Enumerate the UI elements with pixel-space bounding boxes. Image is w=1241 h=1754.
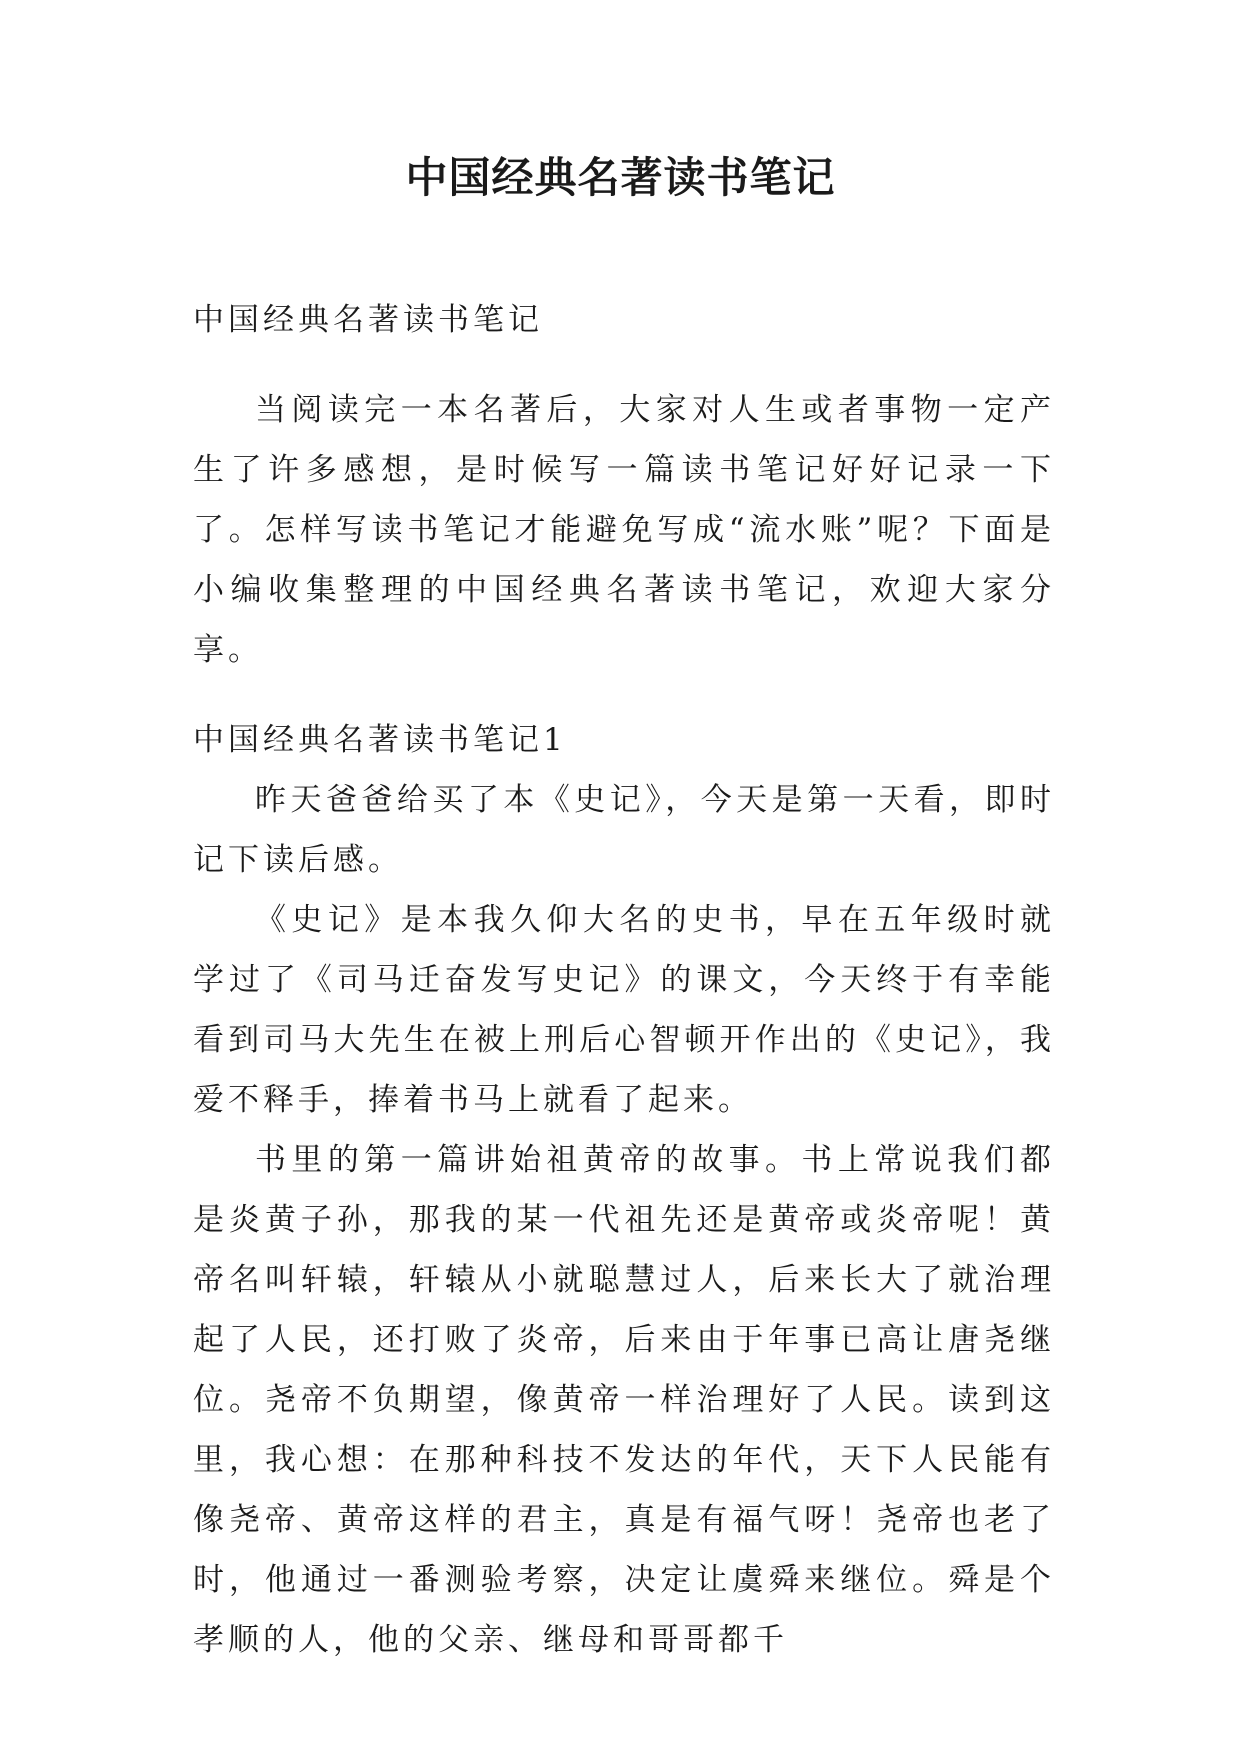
body-paragraph: 昨天爸爸给买了本《史记》，今天是第一天看，即时记下读后感。 (193, 782, 1055, 878)
document-body (193, 290, 1055, 1670)
section-heading: 中国经典名著读书笔记1 (193, 722, 567, 758)
document-title: 中国经典名著读书笔记 (405, 153, 836, 202)
body-paragraph: 《史记》是本我久仰大名的史书，早在五年级时就学过了《司马迁奋发写史记》的课文，今天终于有幸能看到司马大先生在被上刑后心智顿开作出的《史记》，我爱不释手，捧着书马上就看了起来。 (193, 902, 1055, 1118)
body-paragraph: 书里的第一篇讲始祖黄帝的故事。书上常说我们都是炎黄子孙，那我的某一代祖先还是黄帝或炎帝呢！黄帝名叫轩辕，轩辕从小就聪慧过人，后来长大了就治理起了人民，还打败了炎帝，后来由于年事已高让唐尧继位。尧帝不负期望，像黄帝一样治理好了人民。读到这里，我心想：在那种科技不发达的年代，天下人民能有像尧帝、黄帝这样的君主，真是有福气呀！尧帝也老了时，他通过一番测验考察，决定让虞舜来继位。舜是个孝顺的人，他的父亲、继母和哥哥都千 (193, 1142, 1055, 1658)
document-subtitle: 中国经典名著读书笔记 (193, 302, 543, 338)
intro-paragraph: 当阅读完一本名著后，大家对人生或者事物一定产生了许多感想，是时候写一篇读书笔记好好记录一下了。怎样写读书笔记才能避免写成“流水账”呢？下面是小编收集整理的中国经典名著读书笔记，欢迎大家分享。 (193, 392, 1055, 668)
